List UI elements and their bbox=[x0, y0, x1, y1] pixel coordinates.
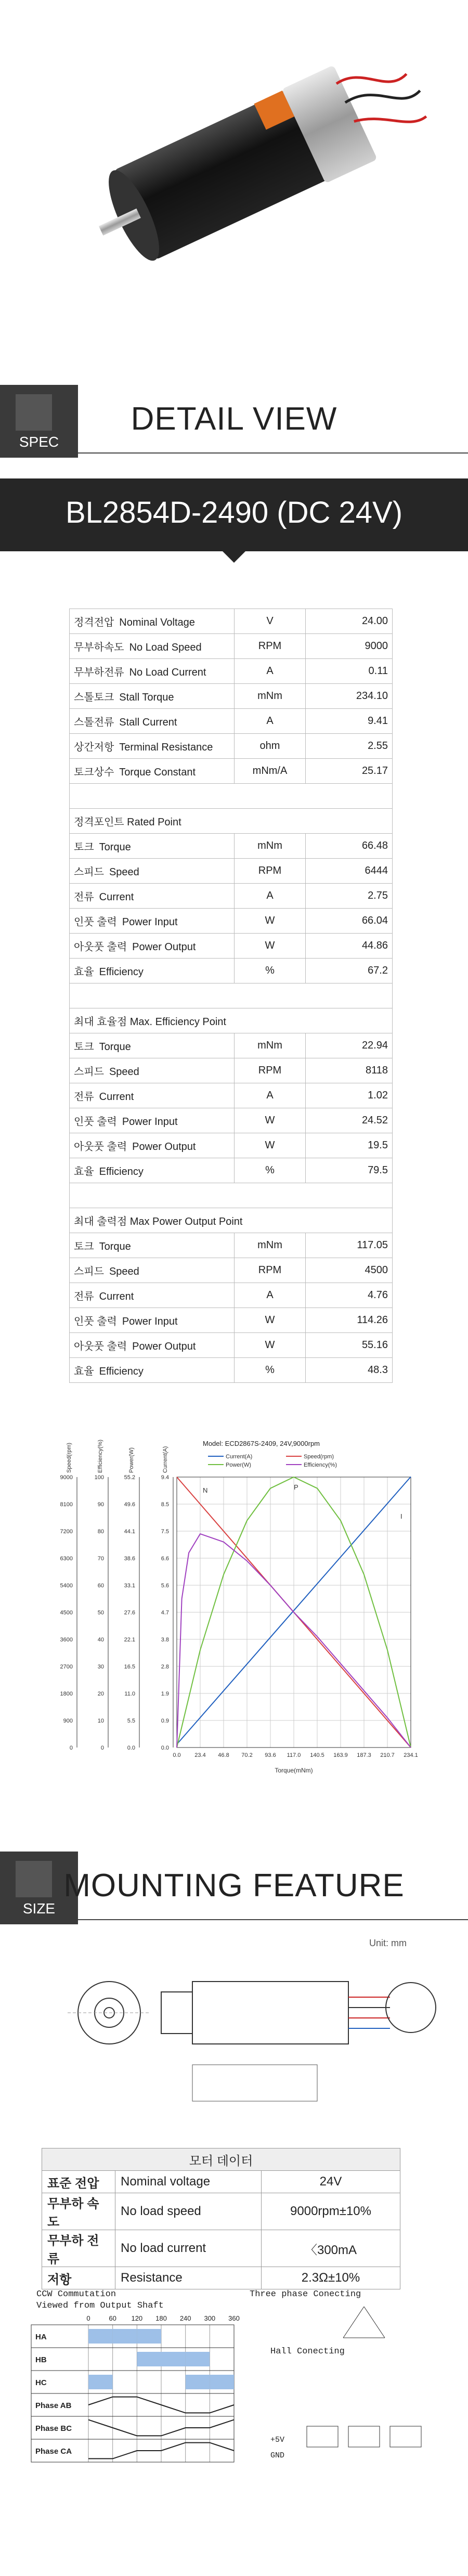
coil-line bbox=[343, 2307, 364, 2338]
y-tick-label: 10 bbox=[97, 1718, 104, 1724]
spec-label-ko: 효율 bbox=[74, 1366, 94, 1377]
x-tick-label: 187.3 bbox=[357, 1752, 371, 1758]
spec-value: 2.55 bbox=[306, 734, 393, 759]
motor-image bbox=[0, 0, 468, 364]
motor-label-en: Nominal voltage bbox=[115, 2171, 262, 2193]
spec-value: 48.3 bbox=[306, 1358, 393, 1383]
hall-high-segment bbox=[113, 2329, 137, 2344]
plus5v-label: +5V bbox=[270, 2436, 285, 2444]
spec-label-en: Current bbox=[99, 891, 134, 903]
spec-value: 55.16 bbox=[306, 1333, 393, 1358]
hall-high-segment bbox=[186, 2352, 210, 2366]
spec-value: 79.5 bbox=[306, 1158, 393, 1183]
hall-high-segment bbox=[186, 2375, 210, 2389]
spec-label-en: Power Input bbox=[122, 1116, 178, 1128]
hall-high-segment bbox=[137, 2329, 161, 2344]
spec-unit: % bbox=[235, 1158, 306, 1183]
spec-label-en: Terminal Resistance bbox=[119, 742, 213, 753]
spec-label-en: Stall Current bbox=[119, 717, 177, 728]
y-axis-label: Current(A) bbox=[162, 1446, 168, 1473]
y-tick-label: 100 bbox=[94, 1474, 104, 1481]
divider bbox=[78, 452, 468, 454]
y-tick-label: 40 bbox=[97, 1637, 104, 1643]
spec-value: 67.2 bbox=[306, 959, 393, 983]
degree-label: 120 bbox=[131, 2314, 143, 2322]
motor-data-row bbox=[42, 2171, 400, 2193]
spec-label-en: Speed bbox=[109, 1066, 139, 1078]
degree-label: 240 bbox=[179, 2314, 191, 2322]
spec-unit: W bbox=[235, 909, 306, 934]
spec-unit: W bbox=[235, 1308, 306, 1333]
timing-row-label: HC bbox=[35, 2378, 47, 2387]
y-tick-label: 38.6 bbox=[124, 1556, 135, 1562]
model-title: BL2854D-2490 (DC 24V) bbox=[65, 496, 403, 529]
x-tick-label: 117.0 bbox=[287, 1752, 301, 1758]
y-tick-label: 50 bbox=[97, 1610, 104, 1616]
spec-unit: RPM bbox=[235, 1258, 306, 1283]
motor-value: 9000rpm±10% bbox=[262, 2193, 400, 2230]
mounting-drawing bbox=[16, 1956, 452, 2122]
spec-row bbox=[70, 1058, 393, 1083]
degree-label: 360 bbox=[228, 2314, 240, 2322]
degree-label: 60 bbox=[109, 2314, 116, 2322]
drawing-svg bbox=[16, 1956, 452, 2122]
y-tick-label: 7.5 bbox=[161, 1529, 169, 1535]
spec-label-en: Torque bbox=[99, 842, 131, 853]
y-tick-label: 16.5 bbox=[124, 1664, 135, 1670]
y-tick-label: 3600 bbox=[60, 1637, 73, 1643]
degree-label: 180 bbox=[155, 2314, 167, 2322]
motor-label-en: Resistance bbox=[115, 2267, 262, 2289]
motor-value: 24V bbox=[262, 2171, 400, 2193]
x-tick-label: 0.0 bbox=[173, 1752, 181, 1758]
spec-row bbox=[70, 1133, 393, 1158]
y-tick-label: 49.6 bbox=[124, 1501, 135, 1508]
spec-row bbox=[70, 859, 393, 884]
spec-label-ko: 무부하전류 bbox=[74, 667, 124, 678]
three-phase-title: Three phase Conecting bbox=[250, 2289, 361, 2299]
timing-title: CCW Commutation bbox=[36, 2289, 116, 2299]
spec-label-en: Efficiency bbox=[99, 1166, 144, 1177]
motor-label-en: No load current bbox=[115, 2230, 262, 2267]
spec-unit: RPM bbox=[235, 634, 306, 659]
spec-label-en: Power Input bbox=[122, 1316, 178, 1327]
hall-high-segment bbox=[210, 2375, 234, 2389]
spec-label-en: Power Output bbox=[132, 1341, 196, 1352]
group-title: 정격포인트 Rated Point bbox=[70, 809, 393, 834]
spec-label-en: Torque bbox=[99, 1041, 131, 1053]
y-tick-label: 7200 bbox=[60, 1529, 73, 1535]
spec-row bbox=[70, 634, 393, 659]
y-tick-label: 70 bbox=[97, 1556, 104, 1562]
x-tick-label: 140.5 bbox=[310, 1752, 324, 1758]
spec-label-ko: 효율 bbox=[74, 966, 94, 978]
motor-value: 〈300mA bbox=[262, 2230, 400, 2267]
y-tick-label: 0.0 bbox=[127, 1745, 135, 1751]
spec-value: 25.17 bbox=[306, 759, 393, 784]
product-photo bbox=[0, 0, 468, 364]
spec-label-ko: 아웃풋 출력 bbox=[74, 1141, 127, 1153]
hall-high-segment bbox=[161, 2352, 186, 2366]
spec-row bbox=[70, 659, 393, 684]
spec-value: 9000 bbox=[306, 634, 393, 659]
legend-label: Speed(rpm) bbox=[304, 1454, 334, 1460]
y-tick-label: 6.6 bbox=[161, 1556, 169, 1562]
spec-row bbox=[70, 709, 393, 734]
spec-row bbox=[70, 1158, 393, 1183]
spec-value: 19.5 bbox=[306, 1133, 393, 1158]
spec-value: 2.75 bbox=[306, 884, 393, 909]
x-tick-label: 163.9 bbox=[333, 1752, 348, 1758]
motor-data-title: 모터 데이터 bbox=[42, 2148, 400, 2171]
spec-row bbox=[70, 1258, 393, 1283]
spec-row bbox=[70, 1333, 393, 1358]
legend-label: Current(A) bbox=[226, 1454, 253, 1460]
timing-svg bbox=[31, 2286, 447, 2567]
x-tick-label: 46.8 bbox=[218, 1752, 229, 1758]
spec-unit: W bbox=[235, 1133, 306, 1158]
marker-label: N bbox=[203, 1486, 208, 1494]
spec-value: 22.94 bbox=[306, 1033, 393, 1058]
spec-label-en: Power Input bbox=[122, 916, 178, 928]
x-tick-label: 234.1 bbox=[404, 1752, 418, 1758]
spec-row bbox=[70, 934, 393, 959]
timing-row-label: HA bbox=[35, 2333, 47, 2341]
y-tick-label: 44.1 bbox=[124, 1529, 135, 1535]
spec-label-ko: 토크 bbox=[74, 1241, 94, 1252]
spacer-row bbox=[70, 1183, 393, 1208]
spec-label-ko: 스피드 bbox=[74, 1066, 104, 1078]
motor-data-table bbox=[42, 2148, 400, 2289]
spec-unit: A bbox=[235, 1283, 306, 1308]
spec-label-ko: 전류 bbox=[74, 1291, 94, 1302]
spec-label-ko: 스피드 bbox=[74, 866, 104, 878]
spec-row bbox=[70, 1283, 393, 1308]
spec-label-ko: 토크 bbox=[74, 1041, 94, 1053]
motor-label-ko: 무부하 속도 bbox=[42, 2193, 115, 2230]
spec-label-en: Power Output bbox=[132, 941, 196, 953]
spec-label-en: Current bbox=[99, 1091, 134, 1103]
y-tick-label: 8100 bbox=[60, 1501, 73, 1508]
spec-unit: % bbox=[235, 1358, 306, 1383]
timing-row-label: Phase CA bbox=[35, 2447, 72, 2456]
spec-value: 24.52 bbox=[306, 1108, 393, 1133]
spec-value: 0.11 bbox=[306, 659, 393, 684]
spec-unit: ohm bbox=[235, 734, 306, 759]
spec-unit: W bbox=[235, 1333, 306, 1358]
spec-label-ko: 효율 bbox=[74, 1166, 94, 1177]
motor-data-row bbox=[42, 2193, 400, 2230]
spec-value: 1.02 bbox=[306, 1083, 393, 1108]
spec-tab-label: SPEC bbox=[19, 434, 59, 450]
size-tab-label: SIZE bbox=[22, 1900, 56, 1917]
spec-table bbox=[69, 609, 393, 1383]
spec-label-en: Efficiency bbox=[99, 1366, 144, 1377]
spec-unit: % bbox=[235, 959, 306, 983]
timing-subtitle: Viewed from Output Shaft bbox=[36, 2301, 164, 2311]
y-tick-label: 60 bbox=[97, 1583, 104, 1589]
legend-label: Power(W) bbox=[226, 1462, 251, 1468]
y-tick-label: 2700 bbox=[60, 1664, 73, 1670]
spacer-row bbox=[70, 983, 393, 1008]
spec-value: 4500 bbox=[306, 1258, 393, 1283]
motor-label-en: No load speed bbox=[115, 2193, 262, 2230]
hall-sensor-box bbox=[390, 2426, 421, 2447]
spec-label-ko: 스피드 bbox=[74, 1266, 104, 1277]
spec-label-en: Power Output bbox=[132, 1141, 196, 1153]
y-tick-label: 5.5 bbox=[127, 1718, 135, 1724]
commutation-diagram bbox=[31, 2286, 447, 2567]
coil-line bbox=[364, 2307, 385, 2338]
spec-value: 6444 bbox=[306, 859, 393, 884]
spec-group-header bbox=[70, 1008, 393, 1033]
spec-value: 8118 bbox=[306, 1058, 393, 1083]
spec-label-ko: 스톨전류 bbox=[74, 717, 114, 728]
mounting-feature-title: MOUNTING FEATURE bbox=[63, 1868, 405, 1904]
hall-high-segment bbox=[137, 2352, 161, 2366]
motor-value: 2.3Ω±10% bbox=[262, 2267, 400, 2289]
timing-row-label: Phase AB bbox=[35, 2401, 72, 2410]
x-tick-label: 23.4 bbox=[194, 1752, 206, 1758]
timing-row-label: Phase BC bbox=[35, 2424, 72, 2433]
spec-label-en: No Load Current bbox=[129, 667, 206, 678]
spec-value: 66.48 bbox=[306, 834, 393, 859]
spec-value: 4.76 bbox=[306, 1283, 393, 1308]
y-tick-label: 0.9 bbox=[161, 1718, 169, 1724]
spec-row bbox=[70, 1108, 393, 1133]
y-tick-label: 6300 bbox=[60, 1556, 73, 1562]
spec-unit: mNm bbox=[235, 684, 306, 709]
spacer-row bbox=[70, 784, 393, 809]
y-tick-label: 4500 bbox=[60, 1610, 73, 1616]
chart-svg bbox=[52, 1435, 416, 1789]
y-tick-label: 0 bbox=[100, 1745, 104, 1751]
spec-row bbox=[70, 884, 393, 909]
spec-row bbox=[70, 734, 393, 759]
spec-label-ko: 전류 bbox=[74, 891, 94, 903]
spec-label-ko: 아웃풋 출력 bbox=[74, 941, 127, 953]
notch-decoration bbox=[222, 550, 246, 563]
y-axis-label: Speed(rpm) bbox=[66, 1442, 72, 1473]
spec-label-ko: 스톨토크 bbox=[74, 692, 114, 703]
y-tick-label: 22.1 bbox=[124, 1637, 135, 1643]
y-tick-label: 2.8 bbox=[161, 1664, 169, 1670]
spec-group-header bbox=[70, 1208, 393, 1233]
divider bbox=[78, 1919, 468, 1920]
group-title: 최대 출력점 Max Power Output Point bbox=[70, 1208, 393, 1233]
y-axis-label: Power(W) bbox=[128, 1447, 135, 1473]
spec-unit: mNm/A bbox=[235, 759, 306, 784]
y-tick-label: 27.6 bbox=[124, 1610, 135, 1616]
spec-label-en: Nominal Voltage bbox=[119, 617, 195, 628]
spec-label-en: Torque Constant bbox=[119, 767, 196, 778]
spec-row bbox=[70, 1083, 393, 1108]
hall-high-segment bbox=[88, 2329, 113, 2344]
spec-row bbox=[70, 759, 393, 784]
y-tick-label: 5.6 bbox=[161, 1583, 169, 1589]
spec-row bbox=[70, 684, 393, 709]
spec-value: 66.04 bbox=[306, 909, 393, 934]
spec-label-ko: 정격전압 bbox=[74, 617, 114, 628]
unit-note: Unit: mm bbox=[369, 1938, 407, 1948]
chart-title: Model: ECD2867S-2409, 24V,9000rpm bbox=[203, 1440, 320, 1447]
hall-sensor-box bbox=[307, 2426, 338, 2447]
spec-unit: A bbox=[235, 884, 306, 909]
spec-row bbox=[70, 609, 393, 634]
y-tick-label: 33.1 bbox=[124, 1583, 135, 1589]
motor-data-row bbox=[42, 2230, 400, 2267]
spec-label-en: Efficiency bbox=[99, 966, 144, 978]
y-tick-label: 30 bbox=[97, 1664, 104, 1670]
y-tick-label: 20 bbox=[97, 1691, 104, 1697]
y-tick-label: 5400 bbox=[60, 1583, 73, 1589]
group-title: 최대 효율점 Max. Efficiency Point bbox=[70, 1008, 393, 1033]
spec-row bbox=[70, 959, 393, 983]
spec-label-ko: 인풋 출력 bbox=[74, 916, 117, 928]
marker-label: P bbox=[294, 1483, 298, 1491]
y-tick-label: 55.2 bbox=[124, 1474, 135, 1481]
spec-label-en: Speed bbox=[109, 1266, 139, 1277]
spec-value: 24.00 bbox=[306, 609, 393, 634]
spec-label-ko: 토크 bbox=[74, 842, 94, 853]
spec-unit: RPM bbox=[235, 1058, 306, 1083]
spec-unit: mNm bbox=[235, 834, 306, 859]
spec-row bbox=[70, 1233, 393, 1258]
spec-unit: mNm bbox=[235, 1033, 306, 1058]
spec-label-en: Torque bbox=[99, 1241, 131, 1252]
degree-label: 300 bbox=[204, 2314, 216, 2322]
y-tick-label: 4.7 bbox=[161, 1610, 169, 1616]
spec-unit: RPM bbox=[235, 859, 306, 884]
y-tick-label: 0 bbox=[69, 1745, 73, 1751]
spec-row bbox=[70, 1358, 393, 1383]
spec-unit: A bbox=[235, 659, 306, 684]
y-tick-label: 3.8 bbox=[161, 1637, 169, 1643]
motor-data-header bbox=[42, 2148, 400, 2171]
y-tick-label: 900 bbox=[63, 1718, 73, 1724]
x-tick-label: 70.2 bbox=[241, 1752, 253, 1758]
spec-label-ko: 전류 bbox=[74, 1091, 94, 1103]
spec-value: 234.10 bbox=[306, 684, 393, 709]
spec-label-en: Current bbox=[99, 1291, 134, 1302]
spec-row bbox=[70, 1033, 393, 1058]
spec-unit: mNm bbox=[235, 1233, 306, 1258]
spec-label-ko: 토크상수 bbox=[74, 767, 114, 778]
spec-label-en: No Load Speed bbox=[129, 642, 202, 653]
motor-label-ko: 무부하 전류 bbox=[42, 2230, 115, 2267]
spec-value: 9.41 bbox=[306, 709, 393, 734]
spec-unit: W bbox=[235, 934, 306, 959]
spec-unit: A bbox=[235, 709, 306, 734]
motor-label-ko: 저항 bbox=[42, 2267, 115, 2289]
y-axis-label: Efficiency(%) bbox=[97, 1440, 103, 1473]
y-tick-label: 90 bbox=[97, 1501, 104, 1508]
spec-row bbox=[70, 834, 393, 859]
y-tick-label: 80 bbox=[97, 1529, 104, 1535]
y-tick-label: 9000 bbox=[60, 1474, 73, 1481]
y-tick-label: 1.9 bbox=[161, 1691, 169, 1697]
y-tick-label: 11.0 bbox=[124, 1691, 135, 1697]
y-tick-label: 0.0 bbox=[161, 1745, 169, 1751]
spec-unit: V bbox=[235, 609, 306, 634]
spec-label-ko: 인풋 출력 bbox=[74, 1316, 117, 1327]
spec-label-ko: 상간저항 bbox=[74, 742, 114, 753]
y-tick-label: 8.5 bbox=[161, 1501, 169, 1508]
marker-label: I bbox=[400, 1512, 402, 1520]
hall-sensor-box bbox=[348, 2426, 380, 2447]
spec-value: 117.05 bbox=[306, 1233, 393, 1258]
gnd-label: GND bbox=[270, 2451, 285, 2460]
degree-label: 0 bbox=[86, 2314, 90, 2322]
spec-label-en: Stall Torque bbox=[119, 692, 174, 703]
timing-row-label: HB bbox=[35, 2355, 47, 2364]
spec-label-ko: 인풋 출력 bbox=[74, 1116, 117, 1128]
x-tick-label: 210.7 bbox=[380, 1752, 395, 1758]
y-tick-label: 1800 bbox=[60, 1691, 73, 1697]
hall-title: Hall Conecting bbox=[270, 2347, 345, 2357]
detail-view-title: DETAIL VIEW bbox=[131, 401, 337, 437]
performance-chart bbox=[52, 1435, 416, 1789]
spec-value: 114.26 bbox=[306, 1308, 393, 1333]
y-tick-label: 9.4 bbox=[161, 1474, 169, 1481]
spec-group-header bbox=[70, 809, 393, 834]
motor-label-ko: 표준 전압 bbox=[42, 2171, 115, 2193]
spec-unit: W bbox=[235, 1108, 306, 1133]
hall-high-segment bbox=[88, 2375, 113, 2389]
spec-unit: A bbox=[235, 1083, 306, 1108]
spec-label-ko: 아웃풋 출력 bbox=[74, 1341, 127, 1352]
x-axis-label: Torque(mNm) bbox=[275, 1767, 313, 1774]
model-title-bar bbox=[0, 478, 468, 551]
legend-label: Efficiency(%) bbox=[304, 1462, 337, 1468]
spec-value: 44.86 bbox=[306, 934, 393, 959]
spec-row bbox=[70, 1308, 393, 1333]
x-tick-label: 93.6 bbox=[265, 1752, 276, 1758]
spec-label-ko: 무부하속도 bbox=[74, 642, 124, 653]
spec-label-en: Speed bbox=[109, 866, 139, 878]
spec-row bbox=[70, 909, 393, 934]
